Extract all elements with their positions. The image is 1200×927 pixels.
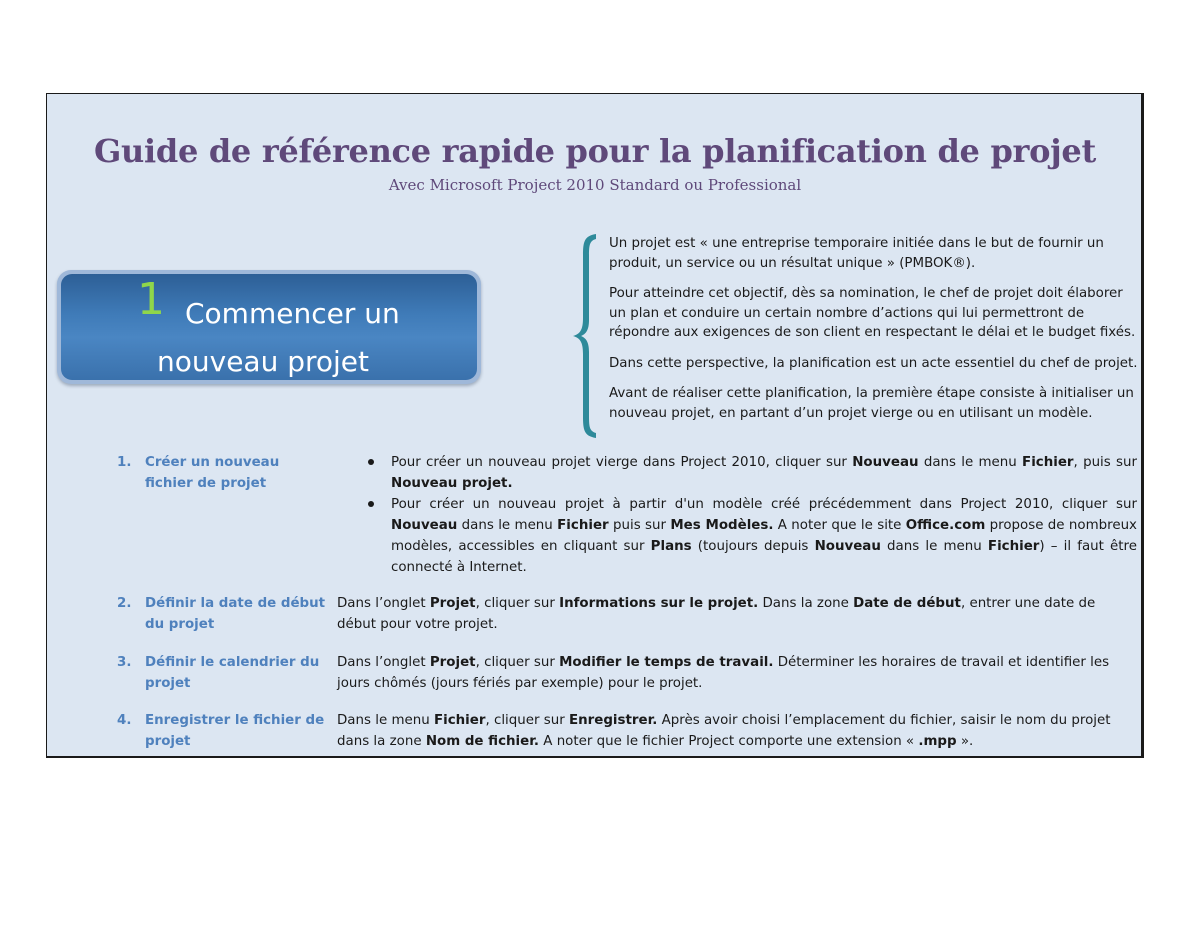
text-run: Dans l’onglet: [337, 596, 430, 611]
bullet-item: [365, 494, 1137, 578]
bold-run: Date de début: [853, 596, 961, 611]
step-body: [365, 452, 1137, 578]
text-run: A noter que le site: [773, 518, 906, 533]
section-title-line2: nouveau projet: [157, 345, 370, 378]
step-title: Définir le calendrier du projet: [145, 655, 320, 691]
step-body: [337, 593, 1137, 635]
bold-run: Mes Modèles.: [670, 518, 774, 533]
bold-run: .mpp: [918, 734, 957, 749]
text-run: ) – il faut être connecté à Internet.: [391, 539, 1137, 575]
intro-paragraph: Pour atteindre cet objectif, dès sa nomination, le chef de projet doit élaborer un plan et conduire un certain nombre d’actions qui lui permettront de répondre aux exigences de son client en respectant le délai et le budget fixés.: [609, 286, 1136, 340]
step-number: 2.: [117, 596, 132, 611]
rich-text: [391, 455, 1137, 491]
bullet-icon: [368, 459, 374, 465]
text-run: Dans la zone: [758, 596, 854, 611]
text-run: Dans le menu: [337, 713, 434, 728]
text-run: Pour créer un nouveau projet vierge dans Project 2010, cliquer sur: [391, 455, 853, 470]
bold-run: Nouveau: [814, 539, 881, 554]
bold-run: Nouveau: [852, 455, 919, 470]
text-run: ».: [956, 734, 974, 749]
text-run: dans le menu: [918, 455, 1023, 470]
bullet-item: [365, 452, 1137, 494]
bold-run: Fichier: [433, 713, 486, 728]
text-run: Après avoir choisi l’emplacement du fichier, saisir le nom du projet dans la zone: [337, 713, 1111, 749]
intro-text: [609, 234, 1139, 434]
step-body: [337, 652, 1137, 694]
intro-paragraph: Dans cette perspective, la planification est un acte essentiel du chef de projet.: [609, 355, 1138, 371]
text-run: , puis sur: [1073, 455, 1137, 470]
bold-run: Projet: [429, 596, 476, 611]
bold-run: Nouveau projet.: [391, 476, 513, 491]
step-number: 4.: [117, 713, 132, 728]
step-body: [337, 710, 1137, 752]
text-run: propose de nombreux modèles, accessibles en cliquant sur: [391, 518, 1137, 554]
page-title: Guide de référence rapide pour la planification de projet: [94, 132, 1096, 170]
bold-run: Office.com: [905, 518, 986, 533]
bold-run: Enregistrer.: [568, 713, 658, 728]
text-run: , cliquer sur: [475, 596, 560, 611]
text-run: dans le menu: [457, 518, 558, 533]
step-title: Enregistrer le fichier de projet: [145, 713, 325, 749]
text-run: , entrer une date de début pour votre projet.: [337, 596, 1096, 632]
step-number: 3.: [117, 655, 132, 670]
section-heading-box: [57, 270, 481, 384]
intro-paragraph: Avant de réaliser cette planification, la première étape consiste à initialiser un nouveau projet, en partant d’un projet vierge ou en utilisant un modèle.: [609, 386, 1134, 421]
bold-run: Fichier: [1022, 455, 1074, 470]
bold-run: Nouveau: [391, 518, 458, 533]
intro-paragraph: Un projet est « une entreprise temporaire initiée dans le but de fournir un produit, un service ou un résultat unique » (PMBOK®).: [609, 236, 1104, 271]
bullet-list: [365, 452, 1137, 578]
rich-text: [391, 497, 1137, 575]
step-label: [117, 652, 327, 694]
step-label: [117, 593, 327, 635]
text-run: Dans l’onglet: [337, 655, 430, 670]
bold-run: Modifier le temps de travail.: [559, 655, 774, 670]
page-subtitle: Avec Microsoft Project 2010 Standard ou Professional: [388, 176, 802, 194]
step-label: [117, 710, 327, 752]
bold-run: Projet: [429, 655, 476, 670]
section-title-line1: Commencer un: [185, 297, 400, 330]
rich-text: [337, 713, 1110, 749]
step-number: 1.: [117, 455, 132, 470]
rich-text: [337, 596, 1095, 632]
curly-brace-icon: [570, 232, 600, 440]
step-title: Créer un nouveau fichier de projet: [145, 455, 280, 491]
text-run: dans le menu: [880, 539, 988, 554]
step-title: Définir la date de début du projet: [145, 596, 326, 632]
rich-text: [337, 655, 1109, 691]
bold-run: Informations sur le projet.: [559, 596, 759, 611]
bold-run: Fichier: [987, 539, 1040, 554]
bold-run: Nom de fichier.: [425, 734, 540, 749]
text-run: puis sur: [608, 518, 671, 533]
bullet-icon: [368, 501, 374, 507]
text-run: , cliquer sur: [475, 655, 560, 670]
text-run: Déterminer les horaires de travail et identifier les jours chômés (jours fériés par exemple) pour le projet.: [337, 655, 1110, 691]
text-run: Pour créer un nouveau projet à partir d'un modèle créé précédemment dans Project 2010, cliquer sur: [391, 497, 1137, 512]
bold-run: Plans: [650, 539, 692, 554]
text-run: , cliquer sur: [485, 713, 569, 728]
text-run: A noter que le fichier Project comporte une extension «: [539, 734, 919, 749]
section-heading-inner: [61, 274, 477, 380]
step-label: [117, 452, 327, 494]
text-run: (toujours depuis: [691, 539, 815, 554]
bold-run: Fichier: [557, 518, 609, 533]
document-panel: [46, 93, 1144, 758]
section-number: 1: [137, 274, 165, 325]
